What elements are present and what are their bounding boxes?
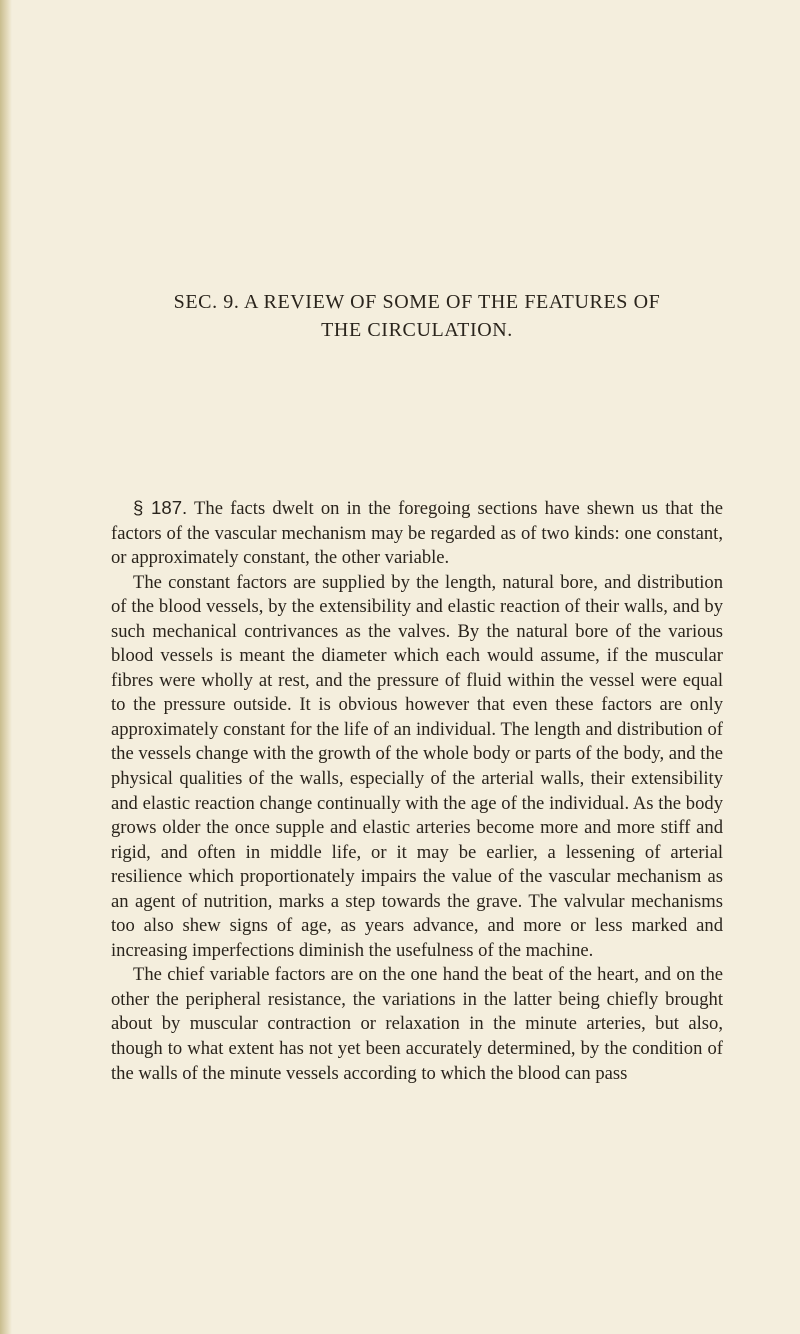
- body-text: [111, 496, 723, 1086]
- paragraph-2: The constant factors are supplied by the length, natural bore, and distribution of the blood vessels, by the extensibility and elastic reaction of their walls, and by such mechanical contrivances as the valves. By the natural bore of the various blood vessels is meant the diameter which each would assume, if the muscular fibres were wholly at rest, and the pressure of fluid within the vessel were equal to the pressure outside. It is obvious however that even these factors are only approximately constant for the life of an individual. The length and distribution of the vessels change with the growth of the whole body or parts of the body, and the physical qualities of the walls, especially of the arterial walls, their extensibility and elastic reaction change continually with the age of the individual. As the body grows older the once supple and elastic arteries become more and more stiff and rigid, and often in middle life, or it may be earlier, a lessening of arterial resilience which proportionately impairs the value of the vascular mechanism as an agent of nutrition, marks a step towards the grave. The valvular mechanisms too also shew signs of age, as years advance, and more or less marked and increasing imperfections diminish the usefulness of the machine.: [111, 571, 723, 961]
- paragraph-1-text: The facts dwelt on in the foregoing sections have shewn us that the factors of the vascular mechanism may be regarded as of two kinds: one constant, or approximately constant, the other variable.: [111, 498, 723, 569]
- section-number: § 187.: [133, 497, 188, 518]
- heading-line-1: SEC. 9. A REVIEW OF SOME OF THE FEATURES OF: [173, 291, 661, 313]
- paragraph-1: [111, 496, 723, 571]
- page-binding-edge: [0, 0, 12, 1334]
- heading-line-2: THE CIRCULATION.: [321, 319, 513, 341]
- paragraph-3: The chief variable factors are on the one hand the beat of the heart, and on the other the peripheral resistance, the variations in the latter being chiefly brought about by muscular contraction or relaxation in the minute arteries, but also, though to what extent has not yet been accurately determined, by the condition of the walls of the minute vessels according to which the blood can pass: [111, 964, 723, 1084]
- section-heading: [112, 288, 722, 344]
